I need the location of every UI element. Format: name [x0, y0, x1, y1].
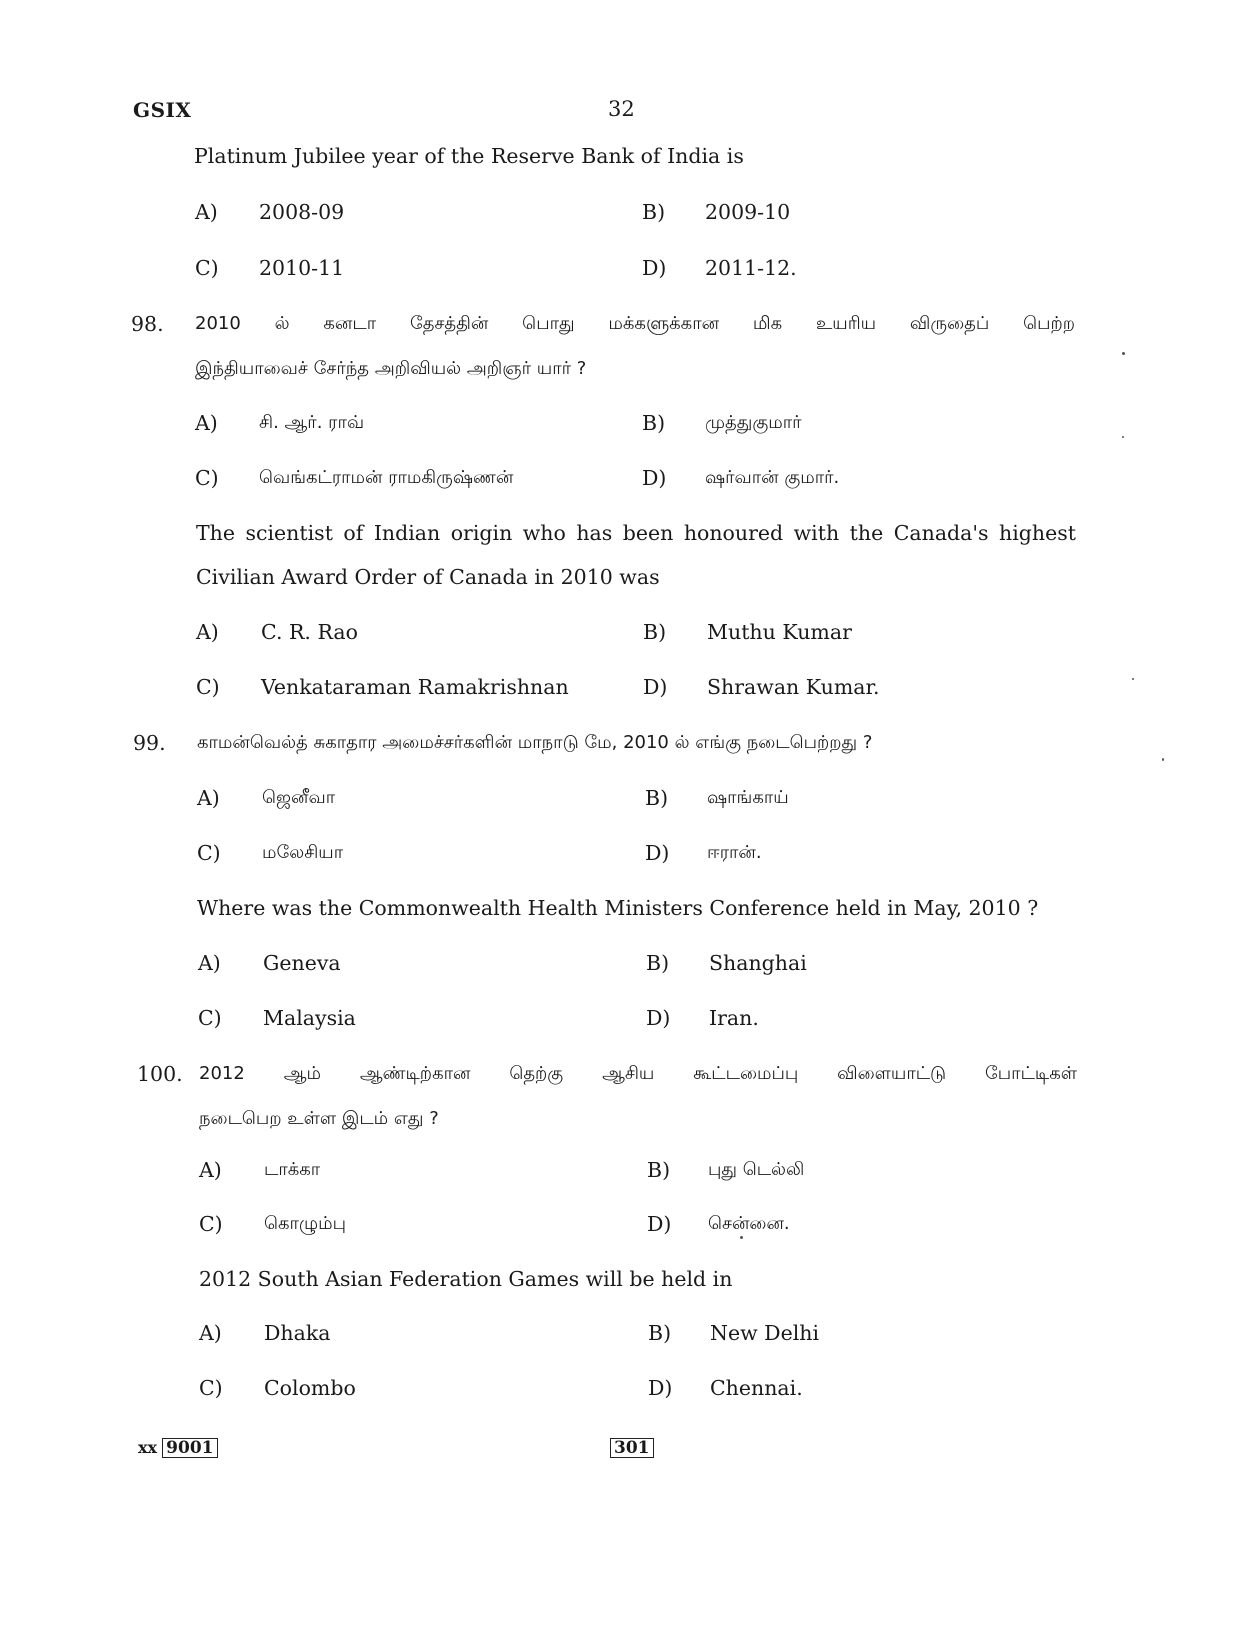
option-label-a: A)	[196, 620, 219, 644]
q100-option-d: Chennai.	[710, 1376, 803, 1400]
q97-option-a: 2008-09	[259, 200, 345, 224]
option-label-b: B)	[643, 620, 667, 644]
q98-tamil-option-a: சி. ஆர். ராவ்	[259, 412, 365, 433]
q99-option-b: Shanghai	[709, 951, 807, 975]
option-label-d: D)	[647, 1212, 672, 1236]
footer-booklet	[138, 1438, 218, 1458]
q99-tamil-option-c: மலேசியா	[262, 842, 344, 863]
option-label-c: C)	[197, 841, 221, 865]
q97-option-c: 2010-11	[259, 256, 345, 280]
question-100-tamil-line2: நடைபெற உள்ள இடம் எது ?	[199, 1108, 439, 1129]
question-98-tamil-line2: இந்தியாவைச் சேர்ந்த அறிவியல் அறிஞர் யார் ?	[195, 358, 587, 379]
booklet-code-box: 9001	[162, 1438, 217, 1458]
q100-option-b: New Delhi	[710, 1321, 820, 1345]
q98-option-d: Shrawan Kumar.	[707, 675, 880, 699]
q100-option-a: Dhaka	[264, 1321, 331, 1345]
option-label-b: B)	[647, 1158, 671, 1182]
q99-tamil-option-b: ஷாங்காய்	[707, 787, 789, 808]
question-number-98: 98.	[131, 312, 164, 336]
option-label-b: B)	[648, 1321, 672, 1345]
paper-code: GSIX	[133, 98, 192, 122]
q99-option-d: Iran.	[709, 1006, 759, 1030]
page-number: 32	[608, 97, 635, 121]
q99-tamil-option-a: ஜெனீவா	[262, 787, 336, 808]
option-label-d: D)	[645, 841, 670, 865]
question-98-tamil-line1: 2010 ல் கனடா தேசத்தின் பொது மக்களுக்கான மிக உயரிய விருதைப் பெற்ற	[195, 313, 1075, 334]
q100-tamil-option-b: புது டெல்லி	[708, 1159, 805, 1180]
q98-tamil-option-d: ஷர்வான் குமார்.	[705, 467, 840, 488]
scan-speck	[1132, 678, 1134, 680]
q97-option-b: 2009-10	[705, 200, 791, 224]
footer-prefix: xx	[138, 1438, 158, 1457]
option-label-c: C)	[199, 1212, 223, 1236]
option-label-b: B)	[642, 200, 666, 224]
footer-series	[610, 1438, 654, 1458]
option-label-c: C)	[195, 256, 219, 280]
question-number-99: 99.	[133, 731, 166, 755]
scan-speck	[740, 1236, 743, 1239]
q98-option-a: C. R. Rao	[261, 620, 358, 644]
question-number-100: 100.	[137, 1062, 183, 1086]
option-label-a: A)	[195, 200, 218, 224]
question-97-english: Platinum Jubilee year of the Reserve Bank of India is	[194, 144, 744, 168]
option-label-d: D)	[642, 256, 667, 280]
option-label-c: C)	[195, 466, 219, 490]
option-label-a: A)	[199, 1158, 222, 1182]
option-label-c: C)	[196, 675, 220, 699]
option-label-a: A)	[195, 411, 218, 435]
option-label-a: A)	[199, 1321, 222, 1345]
q100-tamil-option-c: கொழும்பு	[264, 1213, 347, 1234]
question-99-tamil: காமன்வெல்த் சுகாதார அமைச்சர்களின் மாநாடு மே, 2010 ல் எங்கு நடைபெற்றது ?	[197, 732, 873, 753]
option-label-a: A)	[198, 951, 221, 975]
option-label-d: D)	[648, 1376, 673, 1400]
q98-tamil-option-c: வெங்கட்ராமன் ராமகிருஷ்ணன்	[259, 467, 514, 488]
option-label-b: B)	[646, 951, 670, 975]
q98-tamil-option-b: முத்துகுமார்	[705, 412, 802, 433]
option-label-a: A)	[197, 786, 220, 810]
option-label-c: C)	[198, 1006, 222, 1030]
option-label-b: B)	[645, 786, 669, 810]
question-99-english: Where was the Commonwealth Health Ministers Conference held in May, 2010 ?	[197, 896, 1039, 920]
q99-option-c: Malaysia	[263, 1006, 356, 1030]
q98-option-b: Muthu Kumar	[707, 620, 852, 644]
option-label-d: D)	[643, 675, 668, 699]
scan-speck	[1122, 352, 1125, 355]
option-label-b: B)	[642, 411, 666, 435]
q98-option-c: Venkataraman Ramakrishnan	[261, 675, 569, 699]
option-label-d: D)	[646, 1006, 671, 1030]
q99-option-a: Geneva	[263, 951, 341, 975]
q100-tamil-option-a: டாக்கா	[264, 1159, 321, 1180]
series-code-box: 301	[610, 1438, 654, 1458]
option-label-c: C)	[199, 1376, 223, 1400]
scan-speck	[1162, 758, 1164, 761]
q99-tamil-option-d: ஈரான்.	[707, 842, 762, 863]
scan-speck	[1122, 436, 1124, 438]
question-100-english: 2012 South Asian Federation Games will be held in	[199, 1267, 733, 1291]
question-98-english-line2: Civilian Award Order of Canada in 2010 was	[196, 565, 660, 589]
question-98-english-line1: The scientist of Indian origin who has been honoured with the Canada's highest	[196, 521, 1076, 545]
q100-option-c: Colombo	[264, 1376, 356, 1400]
option-label-d: D)	[642, 466, 667, 490]
question-100-tamil-line1: 2012 ஆம் ஆண்டிற்கான தெற்கு ஆசிய கூட்டமைப்பு விளையாட்டு போட்டிகள்	[199, 1063, 1077, 1084]
q100-tamil-option-d: சென்னை.	[708, 1213, 790, 1234]
q97-option-d: 2011-12.	[705, 256, 797, 280]
